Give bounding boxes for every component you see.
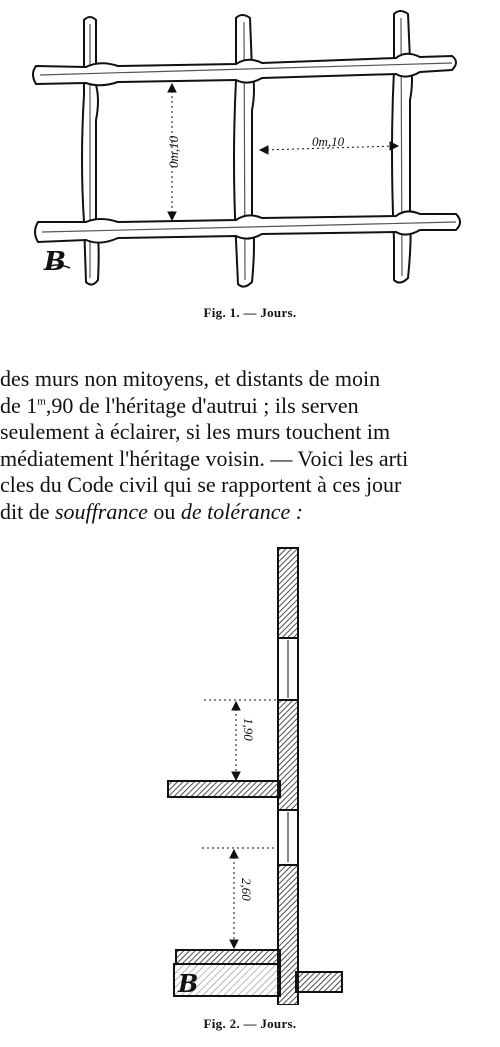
body-paragraph [0, 366, 500, 525]
figure-2-caption: Fig. 2. — Jours. [203, 1016, 297, 1031]
fig2-lower-dimension-label: 2,60 [239, 878, 254, 901]
fig2-lower-dimension [230, 850, 238, 948]
paragraph-line-2: de 1$^m$,90 de l'héritage d'autrui ; ils serven [0, 392, 359, 418]
paragraph-line-1: des murs non mitoyens, et distants de moin [0, 366, 381, 391]
fig1-engraver-monogram: B [44, 247, 66, 277]
figure-1-caption: Fig. 1. — Jours. [203, 305, 297, 320]
figure-2-illustration [0, 540, 500, 1005]
wall-section [278, 548, 342, 1005]
fig2-upper-dimension-label: 1,90 [241, 718, 256, 741]
fig1-vertical-dimension-label: 0m,10 [166, 135, 181, 168]
paragraph-line-3: seulement à éclairer, si les murs touchent im [0, 419, 391, 444]
paragraph-line-4: médiatement l'héritage voisin. — Voici les arti [0, 445, 409, 471]
fig2-upper-dimension [232, 702, 240, 780]
ground-floor [176, 950, 280, 964]
fig1-horizontal-dimension-label: 0m,10 [312, 134, 345, 149]
paragraph-line-5: cles du Code civil qui se rapportent à ces jour [0, 472, 402, 497]
vertical-bar-left [82, 17, 99, 285]
figure-1-illustration [0, 0, 500, 300]
vertical-bar-middle [234, 15, 254, 287]
paragraph-line-6: dit de souffrance ou de tolérance : [0, 498, 304, 524]
upper-floor [168, 781, 280, 797]
fig2-engraver-monogram: B [178, 969, 199, 998]
